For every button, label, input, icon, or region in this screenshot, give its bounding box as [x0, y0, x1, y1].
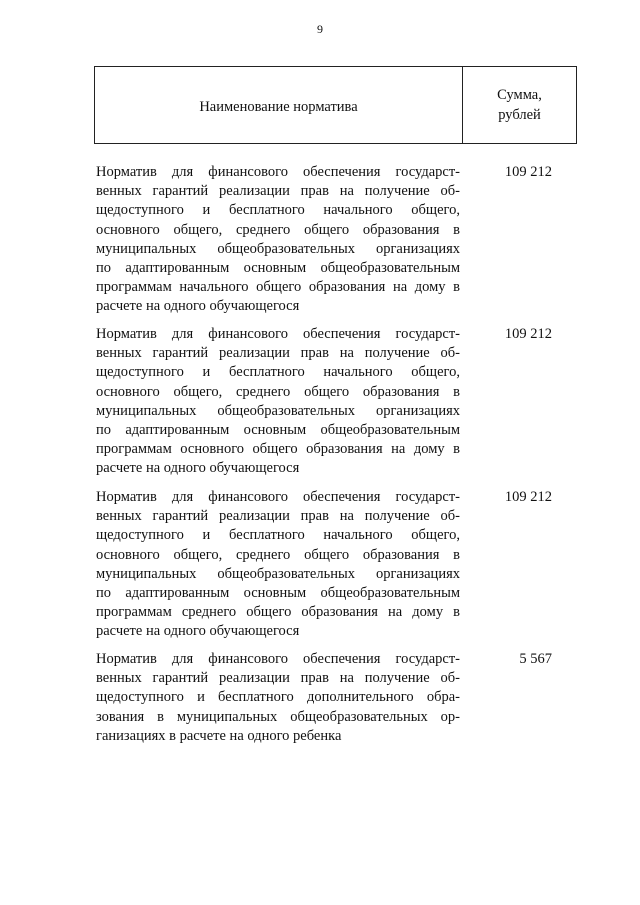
column-header-sum: [463, 67, 576, 143]
text-line: щедоступного и бесплатного начального общего,: [96, 527, 460, 544]
text-line: муниципальных общеобразовательных организациях: [96, 240, 460, 257]
row-description: [96, 325, 460, 479]
text-line: Норматив для финансового обеспечения государст-: [96, 651, 460, 667]
text-line: по адаптированным основным общеобразовательным: [96, 422, 460, 439]
row-value: 109 212: [504, 164, 552, 180]
text-line: щедоступного и бесплатного начального общего,: [96, 202, 460, 219]
text-line: Норматив для финансового обеспечения государст-: [96, 164, 460, 180]
text-line: венных гарантий реализации прав на получение об-: [96, 508, 460, 525]
text-line: программам начального общего образования на дому в: [96, 279, 460, 296]
text-line: программам основного общего образования на дому в: [96, 441, 460, 458]
column-header-sum-line1: Сумма,: [497, 87, 542, 103]
row-description: [96, 650, 460, 746]
text-line: расчете на одного обучающегося: [96, 623, 300, 640]
text-line: муниципальных общеобразовательных организациях: [96, 565, 460, 582]
column-header-name: Наименование норматива: [95, 67, 463, 143]
row-description: [96, 163, 460, 317]
text-line: венных гарантий реализации прав на получение об-: [96, 183, 460, 200]
text-line: Норматив для финансового обеспечения государст-: [96, 489, 460, 505]
text-line: венных гарантий реализации прав на получение об-: [96, 345, 460, 362]
table-header: [94, 66, 577, 144]
text-line: зования в муниципальных общеобразовательных ор-: [96, 708, 460, 725]
text-line: основного общего, среднего общего образования в: [96, 221, 460, 238]
row-value: 5 567: [519, 651, 552, 667]
text-line: Норматив для финансового обеспечения государст-: [96, 326, 460, 342]
text-line: щедоступного и бесплатного дополнительного обра-: [96, 689, 460, 706]
text-line: венных гарантий реализации прав на получение об-: [96, 670, 460, 687]
text-line: основного общего, среднего общего образования в: [96, 383, 460, 400]
text-line: муниципальных общеобразовательных организациях: [96, 402, 460, 419]
column-header-sum-line2: рублей: [498, 107, 541, 123]
row-value: 109 212: [504, 489, 552, 505]
table-row: [96, 325, 580, 479]
text-line: программам среднего общего образования на дому в: [96, 604, 460, 621]
text-line: по адаптированным основным общеобразовательным: [96, 260, 460, 277]
text-line: расчете на одного обучающегося: [96, 298, 300, 315]
text-line: ганизациях в расчете на одного ребенка: [96, 727, 342, 744]
table-row: [96, 488, 580, 642]
text-line: основного общего, среднего общего образования в: [96, 546, 460, 563]
text-line: щедоступного и бесплатного начального общего,: [96, 364, 460, 381]
text-line: по адаптированным основным общеобразовательным: [96, 585, 460, 602]
row-value: 109 212: [504, 326, 552, 342]
page-number: 9: [317, 22, 323, 36]
text-line: расчете на одного обучающегося: [96, 460, 300, 477]
row-description: [96, 488, 460, 642]
table-row: [96, 650, 580, 746]
table-row: [96, 163, 580, 317]
